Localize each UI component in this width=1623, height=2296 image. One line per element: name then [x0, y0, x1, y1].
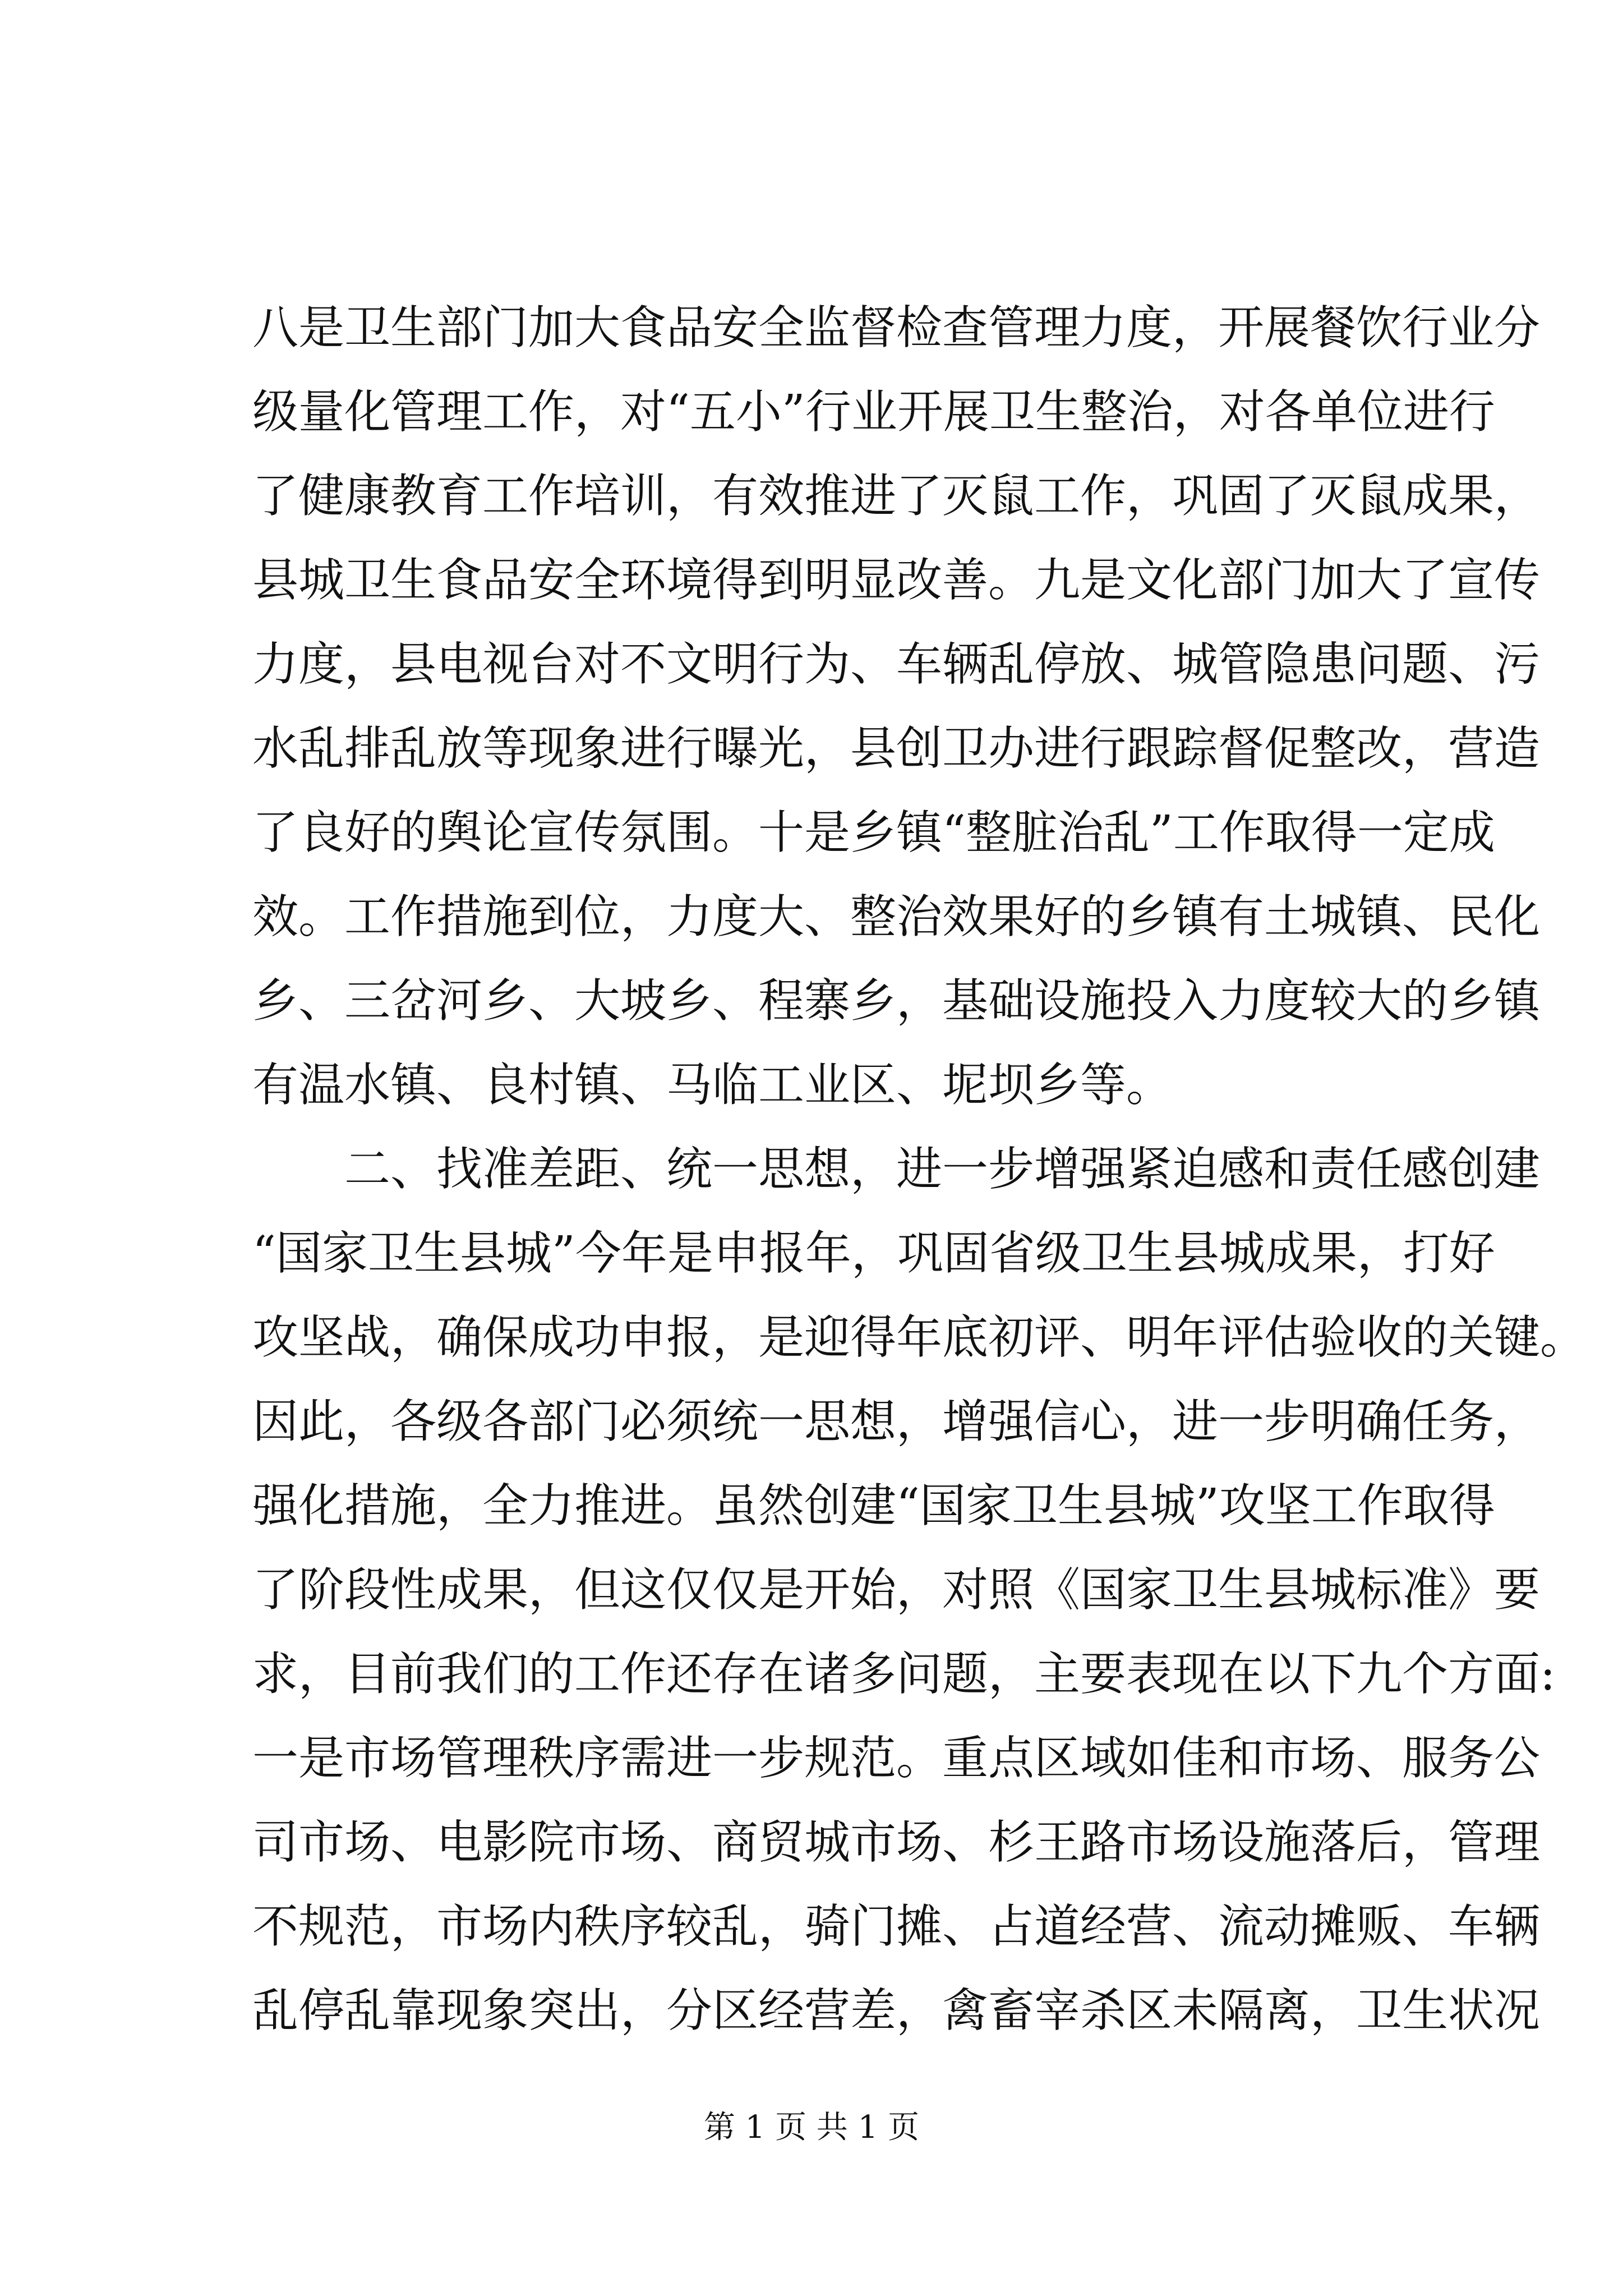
text-line: 县城卫生食品安全环境得到明显改善。九是文化部门加大了宣传	[252, 554, 1541, 607]
text-line: 八是卫生部门加大食品安全监督检查管理力度，开展餐饮行业分	[252, 301, 1541, 355]
text-line: 了良好的舆论宣传氛围。十是乡镇“整脏治乱”工作取得一定成	[252, 806, 1495, 859]
text-line: 力度，县电视台对不文明行为、车辆乱停放、城管隐患问题、污	[252, 638, 1541, 691]
text-line: 求，目前我们的工作还存在诸多问题，主要表现在以下九个方面:	[252, 1648, 1556, 1701]
text-line: 水乱排乱放等现象进行曝光，县创卫办进行跟踪督促整改，营造	[252, 722, 1541, 775]
text-line: 了阶段性成果，但这仅仅是开始，对照《国家卫生县城标准》要	[252, 1563, 1541, 1617]
text-line: 一是市场管理秩序需进一步规范。重点区域如佳和市场、服务公	[252, 1732, 1541, 1785]
text-line: 因此，各级各部门必须统一思想，增强信心，进一步明确任务，	[252, 1395, 1541, 1448]
text-line: 效。工作措施到位，力度大、整治效果好的乡镇有土城镇、民化	[252, 890, 1541, 944]
text-line: 司市场、电影院市场、商贸城市场、杉王路市场设施落后，管理	[252, 1816, 1541, 1869]
text-line: 有温水镇、良村镇、马临工业区、坭坝乡等。	[252, 1059, 1173, 1112]
text-line: 攻坚战，确保成功申报，是迎得年底初评、明年评估验收的关键。	[252, 1311, 1587, 1364]
text-line: 不规范，市场内秩序较乱，骑门摊、占道经营、流动摊贩、车辆	[252, 1900, 1541, 1953]
text-line: 了健康教育工作培训，有效推进了灭鼠工作，巩固了灭鼠成果，	[252, 470, 1541, 523]
text-line: “国家卫生县城”今年是申报年，巩固省级卫生县城成果，打好	[252, 1227, 1495, 1280]
text-line: 级量化管理工作，对“五小”行业开展卫生整治，对各单位进行	[252, 385, 1495, 439]
page-number-footer: 第 1 页 共 1 页	[703, 2109, 920, 2146]
text-line: 乱停乱靠现象突出，分区经营差，禽畜宰杀区未隔离，卫生状况	[252, 1984, 1541, 2037]
text-line: 二、找准差距、统一思想，进一步增强紧迫感和责任感创建	[344, 1143, 1541, 1196]
text-line: 强化措施，全力推进。虽然创建“国家卫生县城”攻坚工作取得	[252, 1479, 1495, 1533]
body-text	[252, 286, 1587, 2053]
text-line: 乡、三岔河乡、大坡乡、程寨乡，基础设施投入力度较大的乡镇	[252, 974, 1541, 1028]
